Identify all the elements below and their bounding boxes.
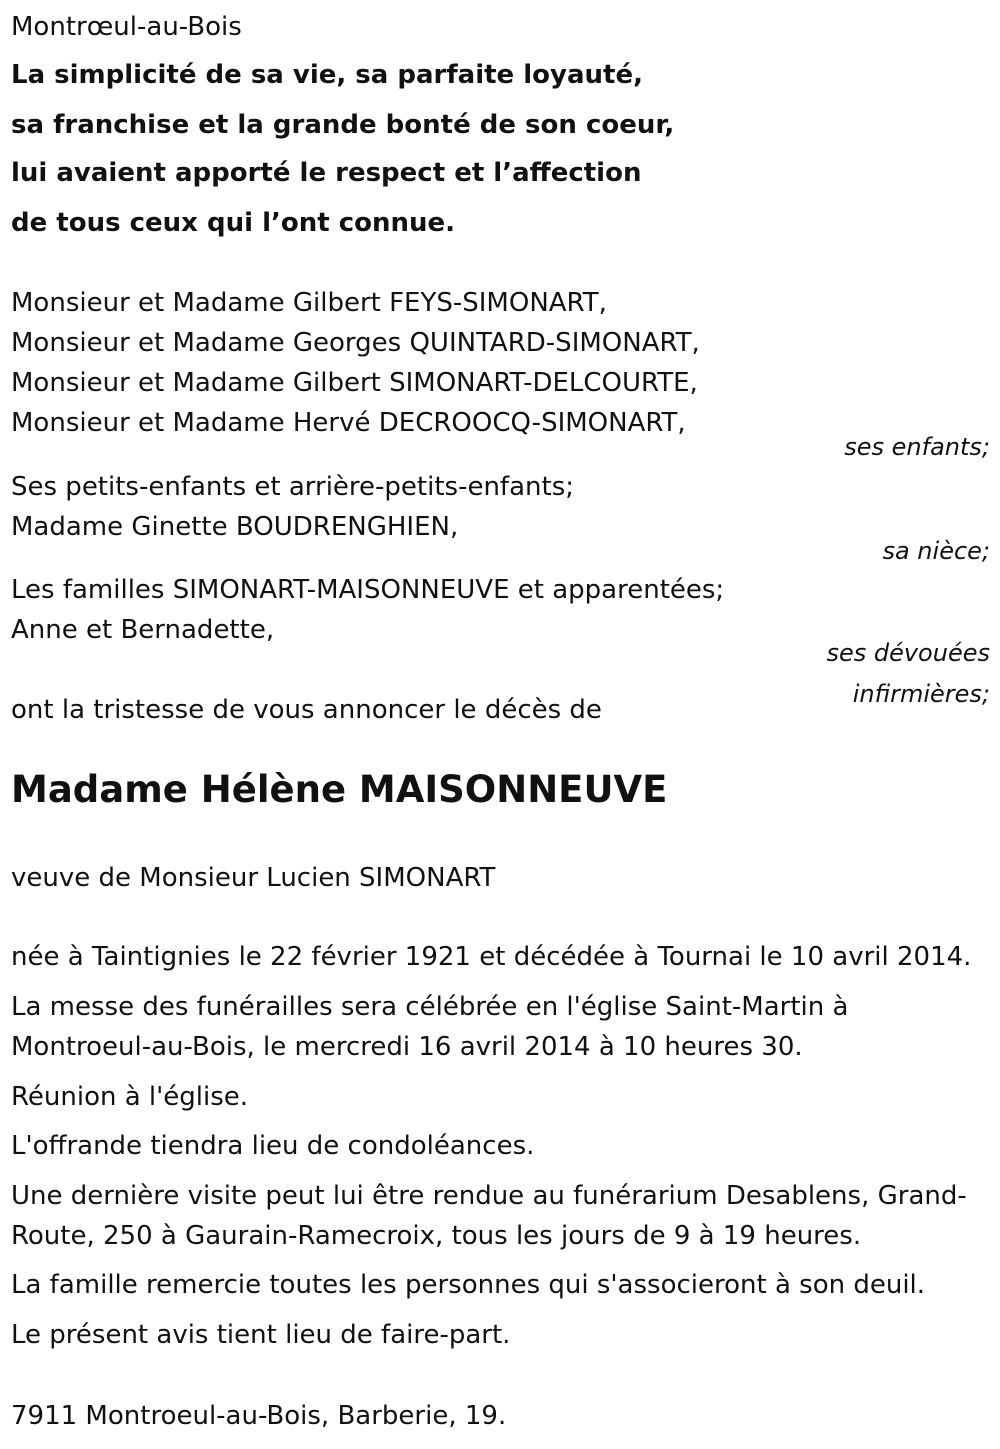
place-header: Montrœul-au-Bois [11,12,242,42]
nurses-role-line: ses dévouées [826,639,990,667]
epitaph-line: lui avaient apporté le respect et l’affection [11,158,642,188]
grandchildren-line: Ses petits-enfants et arrière-petits-enfants; [11,472,574,502]
offering-line: L'offrande tiendra lieu de condoléances. [11,1131,535,1161]
funeral-mass-line: Montroeul-au-Bois, le mercredi 16 avril 2014 à 10 heures 30. [11,1032,803,1062]
niece-line: Madame Ginette BOUDRENGHIEN, [11,512,459,542]
notice-line: Le présent avis tient lieu de faire-part. [11,1320,511,1350]
child-couple: Monsieur et Madame Gilbert FEYS-SIMONART, [11,288,607,318]
epitaph-line: sa franchise et la grande bonté de son coeur, [11,110,675,140]
funeral-mass-line: La messe des funérailles sera célébrée en l'église Saint-Martin à [11,992,849,1022]
visit-line: Une dernière visite peut lui être rendue au funérarium Desablens, Grand- [11,1181,967,1211]
birth-death-line: née à Taintignies le 22 février 1921 et décédée à Tournai le 10 avril 2014. [11,942,972,972]
child-couple: Monsieur et Madame Gilbert SIMONART-DELCOURTE, [11,368,698,398]
nurses-line: Anne et Bernadette, [11,615,275,645]
thanks-line: La famille remercie toutes les personnes qui s'associeront à son deuil. [11,1270,926,1300]
nurses-role-line: infirmières; [852,680,990,708]
address-line: 7911 Montroeul-au-Bois, Barberie, 19. [11,1401,507,1431]
epitaph-line: de tous ceux qui l’ont connue. [11,208,456,238]
widow-of-line: veuve de Monsieur Lucien SIMONART [11,863,496,893]
visit-line: Route, 250 à Gaurain-Ramecroix, tous les jours de 9 à 19 heures. [11,1221,862,1251]
child-couple: Monsieur et Madame Georges QUINTARD-SIMONART, [11,328,700,358]
epitaph-line: La simplicité de sa vie, sa parfaite loyauté, [11,60,643,90]
deceased-name: Madame Hélène MAISONNEUVE [11,768,668,811]
meeting-line: Réunion à l'église. [11,1082,249,1112]
families-line: Les familles SIMONART-MAISONNEUVE et apparentées; [11,575,725,605]
niece-role: sa nièce; [882,537,990,565]
announcement-line: ont la tristesse de vous annoncer le décès de [11,695,602,725]
children-role: ses enfants; [844,433,990,461]
child-couple: Monsieur et Madame Hervé DECROOCQ-SIMONART, [11,408,686,438]
